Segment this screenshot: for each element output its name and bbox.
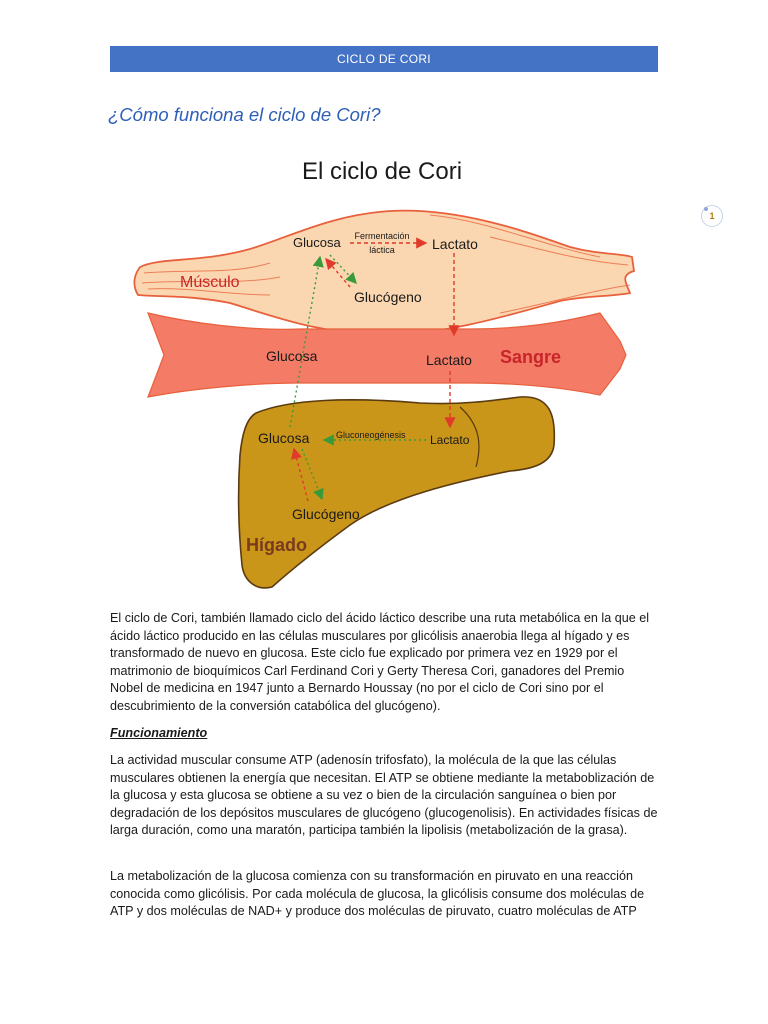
muscle-label: Músculo [180, 274, 240, 291]
page-number-badge[interactable] [701, 205, 723, 227]
header-title: CICLO DE CORI [337, 52, 431, 66]
fermentation-label-line2: láctica [369, 245, 395, 255]
liver-glycogen-label: Glucógeno [292, 506, 360, 522]
section-title-funcionamiento: Funcionamiento [110, 726, 208, 740]
glycolysis-paragraph: La metabolización de la glucosa comienza con su transformación en piruvato en una reacción conocida como glicólisis. Por cada molécula de glucosa, la glicólisis consume dos moléculas de ATP y dos moléculas de NAD+ y produce dos moléculas de piruvato, cuatro moléculas de ATP [110, 869, 645, 919]
liver-glucose-label: Glucosa [258, 430, 310, 446]
blood-glucose-label: Glucosa [266, 348, 318, 364]
liver-label: Hígado [246, 535, 307, 555]
document-header-bar [110, 46, 658, 72]
badge-dot-icon [704, 207, 708, 211]
page-number: 1 [709, 211, 715, 221]
liver-shape [239, 397, 555, 588]
intro-paragraph: El ciclo de Cori, también llamado ciclo del ácido láctico describe una ruta metabólica en la que el ácido láctico producido en las células musculares por glicólisis anaerobia llega al hígado y es transformado de nuevo en glucosa. Este ciclo fue explicado por primera vez en 1929 por el matrimonio de bioquímicos Carl Ferdinand Cori y Gerty Theresa Cori, ganadores del Premio Nobel de medicina en 1947 junto a Bernardo Houssay (no por el ciclo de Cori sino por el descubrimiento de la conversión catabólica del glucógeno). [110, 611, 650, 713]
liver-lactate-label: Lactato [430, 433, 470, 447]
gluconeogenesis-label: Gluconeogénesis [336, 430, 406, 440]
muscle-shape [134, 211, 634, 335]
muscle-glucose-label: Glucosa [293, 235, 341, 250]
fermentation-label-line1: Fermentación [354, 231, 410, 241]
muscle-glycogen-label: Glucógeno [354, 289, 422, 305]
blood-lactate-label: Lactato [426, 352, 472, 368]
diagram-title: El ciclo de Cori [301, 158, 463, 185]
cori-cycle-diagram [130, 145, 638, 592]
muscle-lactate-label: Lactato [432, 236, 478, 252]
blood-label: Sangre [500, 347, 562, 367]
atp-paragraph: La actividad muscular consume ATP (adenosín trifosfato), la molécula de la que las células musculares obtienen la energía que necesitan. El ATP se obtiene mediante la metaboblización de la glucosa y esta glucosa se obtiene a su vez o bien de la circulación sanguínea o bien por degradación de los depósitos musculares de glucógeno (glucogenolisis). En actividades físicas de larga duración, como una maratón, participa también la lipolisis (metabolización de la grasa). [110, 753, 658, 838]
page-heading: ¿Cómo funciona el ciclo de Cori? [108, 104, 381, 125]
